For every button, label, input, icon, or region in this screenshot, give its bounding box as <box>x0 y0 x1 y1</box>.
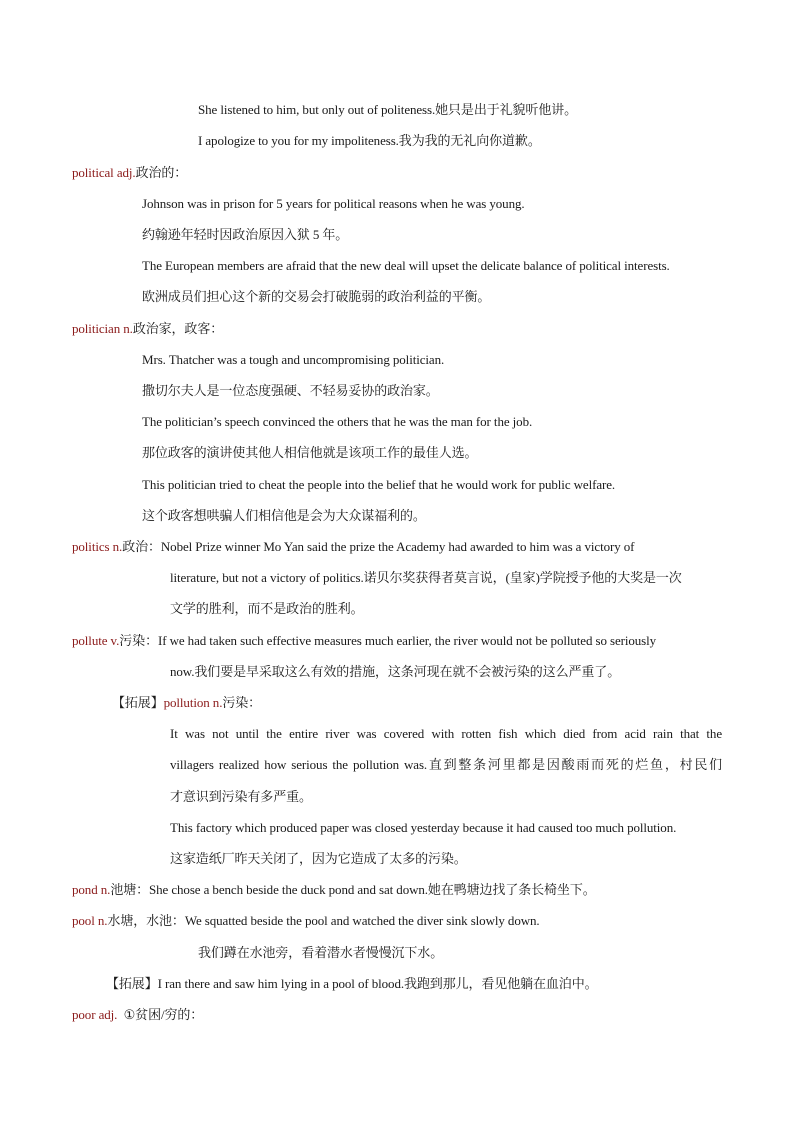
example-translation: 我们蹲在水池旁，看着潜水者慢慢沉下水。 <box>198 945 444 960</box>
example-sentence: We squatted beside the pool and watched the diver sink slowly down. <box>184 913 540 928</box>
example-translation: 欧洲成员们担心这个新的交易会打破脆弱的政治利益的平衡。 <box>142 289 491 304</box>
example-sentence: The European members are afraid that the new deal will upset the delicate balance of political interests. <box>142 258 670 273</box>
example-sentence: I apologize to you for my impoliteness.我为我的无礼向你道歉。 <box>198 133 541 148</box>
extension-label: 【拓展】 <box>106 976 158 991</box>
example-translation: 约翰逊年轻时因政治原因入狱 5 年。 <box>142 227 349 242</box>
example-sentence: Nobel Prize winner Mo Yan said the prize the Academy had awarded to him was a victory of <box>160 539 635 554</box>
example-sentence: literature, but not a victory of politics.诺贝尔奖获得者莫言说，(皇家)学院授予他的大奖是一次 <box>170 570 682 585</box>
example-translation: 文学的胜利，而不是政治的胜利。 <box>170 601 364 616</box>
entry-term: poor adj. <box>72 1007 118 1022</box>
extension-pool <box>106 975 598 993</box>
entry-term: pool n. <box>72 913 108 928</box>
example-translation: 这家造纸厂昨天关闭了，因为它造成了太多的污染。 <box>170 851 467 866</box>
example-translation: 才意识到污染有多严重。 <box>170 789 312 804</box>
entry-poor <box>72 1006 203 1024</box>
entry-term: politician n. <box>72 321 133 336</box>
entry-pollute <box>72 632 656 650</box>
entry-politics <box>72 538 722 556</box>
entry-term: political adj. <box>72 165 136 180</box>
example-sentence: Johnson was in prison for 5 years for political reasons when he was young. <box>142 196 525 211</box>
extension-pollution <box>112 694 261 712</box>
entry-meaning: 政治： <box>122 539 161 554</box>
example-sentence: villagers realized how serious the pollution was.直到整条河里都是因酸雨而死的烂鱼，村民们 <box>170 757 722 772</box>
example-sentence: This factory which produced paper was closed yesterday because it had caused too much pollution. <box>170 820 677 835</box>
entry-meaning: 污染： <box>119 633 158 648</box>
example-sentence: I ran there and saw him lying in a pool of blood.我跑到那儿，看见他躺在血泊中。 <box>157 976 598 991</box>
example-translation: now.我们要是早采取这么有效的措施，这条河现在就不会被污染的这么严重了。 <box>170 664 621 679</box>
entry-political <box>72 164 187 182</box>
entry-term: pond n. <box>72 882 111 897</box>
example-sentence: She listened to him, but only out of politeness.她只是出于礼貌听他讲。 <box>198 102 578 117</box>
entry-meaning: 政治家，政客： <box>132 321 224 336</box>
example-sentence: Mrs. Thatcher was a tough and uncompromising politician. <box>142 352 445 367</box>
entry-meaning: 污染： <box>222 695 262 710</box>
example-translation: 这个政客想哄骗人们相信他是会为大众谋福利的。 <box>142 508 426 523</box>
entry-term: pollution n. <box>163 695 223 710</box>
entry-politician <box>72 320 223 338</box>
entry-term: pollute v. <box>72 633 120 648</box>
entry-meaning: 池塘： <box>110 882 150 897</box>
example-sentence: This politician tried to cheat the people into the belief that he would work for public welfare. <box>142 477 616 492</box>
example-sentence: It was not until the entire river was covered with rotten fish which died from acid rain that the <box>170 726 722 741</box>
example-sentence: She chose a bench beside the duck pond and sat down.她在鸭塘边找了条长椅坐下。 <box>149 882 596 897</box>
example-sentence: The politician’s speech convinced the others that he was the man for the job. <box>142 414 533 429</box>
entry-meaning: 水塘，水池： <box>107 913 185 928</box>
example-translation: 撒切尔夫人是一位态度强硬、不轻易妥协的政治家。 <box>142 383 439 398</box>
entry-pond <box>72 881 596 899</box>
entry-term: politics n. <box>72 539 123 554</box>
entry-pool <box>72 912 540 930</box>
example-sentence: If we had taken such effective measures much earlier, the river would not be polluted so seriously <box>157 633 657 648</box>
example-translation: 那位政客的演讲使其他人相信他就是该项工作的最佳人选。 <box>142 445 478 460</box>
extension-label: 【拓展】 <box>112 695 164 710</box>
entry-meaning: ①贫困/穷的： <box>123 1007 204 1022</box>
entry-meaning: 政治的： <box>135 165 188 180</box>
